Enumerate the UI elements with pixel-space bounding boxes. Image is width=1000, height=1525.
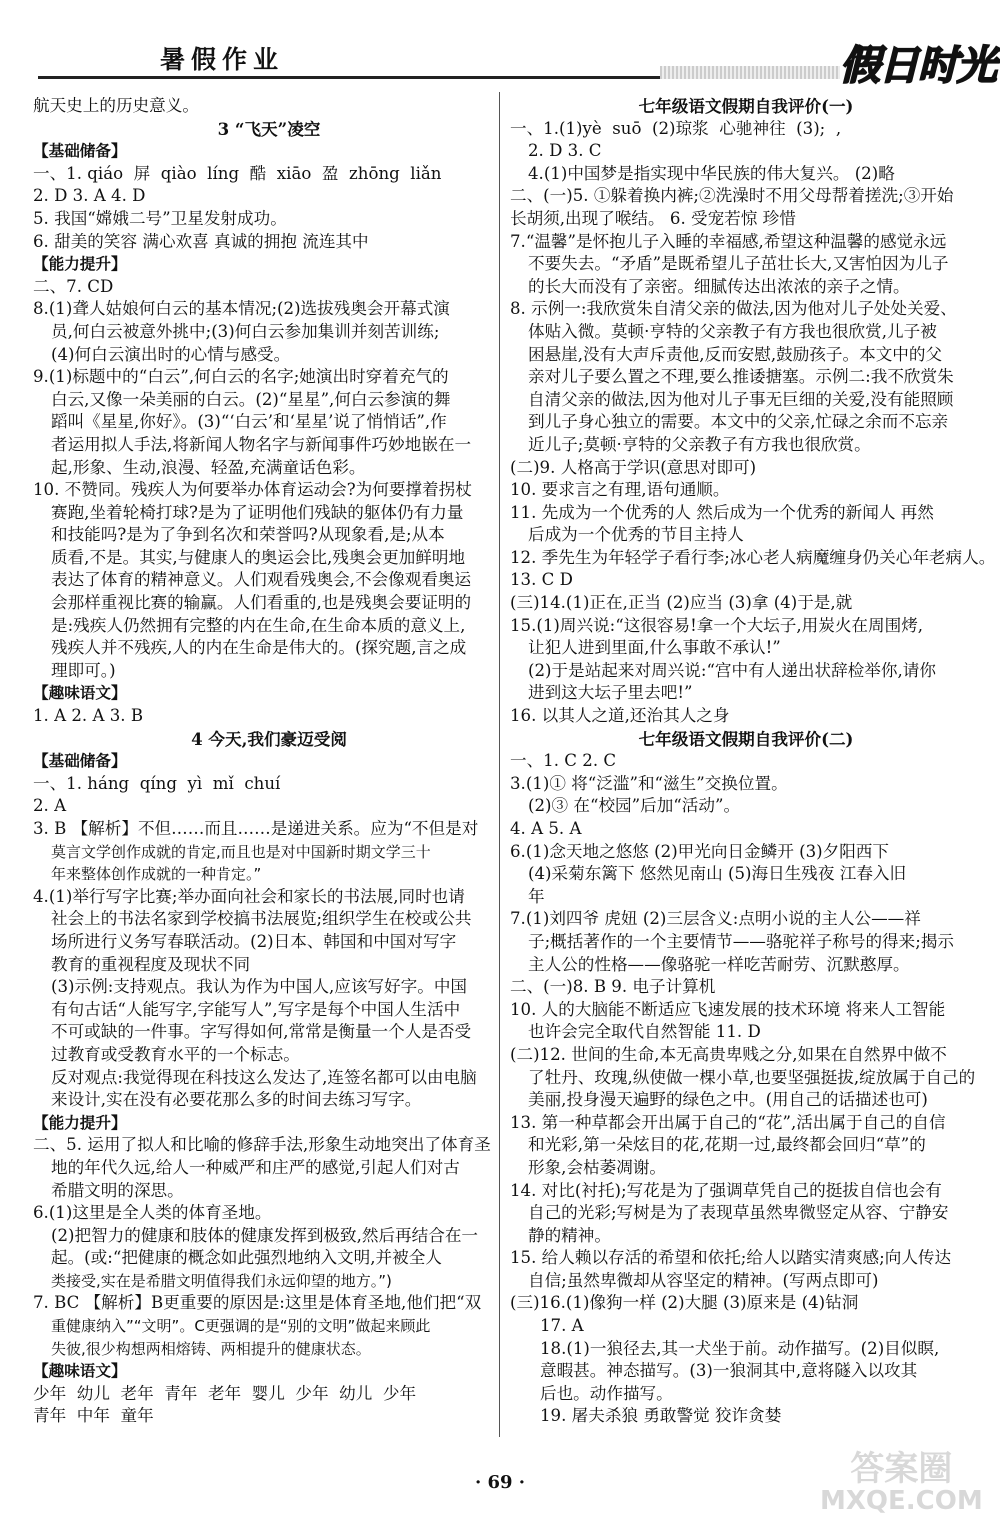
left-answer-line: 教育的重视程度及现状不同 [51, 954, 251, 974]
right-answer-line: 自己的光彩;写树是为了表现草虽然卑微竖定从容、宁静安 [528, 1203, 949, 1223]
right-answer-line: (二)12. 世间的生命,本无高贵卑贱之分,如果在自然界中做不 [510, 1044, 947, 1064]
right-answer-line: 6.(1)念天地之悠悠 (2)甲光向日金鳞开 (3)夕阳西下 [510, 841, 889, 861]
left-answer-line: 少年 幼儿 老年 青年 老年 婴儿 少年 幼儿 少年 [33, 1383, 417, 1403]
right-answer-line: (2)于是站起来对周兴说:“宫中有人递出状辞检举你,请你 [528, 660, 936, 680]
right-answer-line: 15. 给人赖以存活的希望和依托;给人以踏实清爽感;向人传达 [510, 1248, 952, 1268]
left-answer-line: 4.(1)举行写字比赛;举办面向社会和家长的书法展,同时也请 [33, 886, 465, 906]
left-answer-line: (2)把智力的健康和肢体的健康发挥到极致,然后再结合在一 [51, 1225, 479, 1245]
right-answer-line: 也许会完全取代自然智能 11. D [528, 1022, 761, 1042]
right-answer-line: 一、1.(1)yè suō (2)琼浆 心驰神往 (3); , [510, 118, 842, 138]
right-answer-line: 16. 以其人之道,还治其人之身 [510, 706, 730, 726]
right-answer-line: 13. 第一种草都会开出属于自己的“花”,活出属于自己的自信 [510, 1112, 946, 1132]
left-answer-line: 过教育或受教育水平的一个标志。 [51, 1044, 300, 1064]
left-answer-line: 5. 我国“嫦娥二号”卫星发射成功。 [33, 208, 287, 228]
right-answer-line: 主人公的性格——像骆驼一样吃苦耐劳、沉默憨厚。 [528, 954, 910, 974]
right-answer-line: 14. 对比(衬托);写花是为了强调草凭自己的挺拔自信也会有 [510, 1180, 942, 1200]
left-answer-line: 【基础储备】 [33, 752, 127, 771]
left-answer-line: 者运用拟人手法,将新闻人物名字与新闻事件巧妙地嵌在一 [51, 434, 472, 454]
left-answer-line: 会那样重视比赛的输赢。人们看重的,也是残奥会要证明的 [51, 593, 472, 613]
right-answer-line: 体贴入微。莫顿·亨特的父亲教子有方我也很欣赏,儿子被 [528, 321, 937, 341]
right-answer-line: 自清父亲的做法,因为他对儿子事无巨细的关爱,没有能照顾 [528, 389, 954, 409]
right-answer-line: 的长大而没有了亲密。细腻传达出浓浓的亲子之情。 [528, 276, 910, 296]
header-logo: 假日时光 [840, 43, 996, 89]
left-answer-line: 2. A [33, 796, 67, 816]
right-answer-line: 年 [528, 886, 545, 906]
right-answer-line: 17. A [540, 1316, 584, 1336]
left-answer-line: 6. 甜美的笑容 满心欢喜 真诚的拥抱 流连其中 [33, 231, 369, 251]
left-column [33, 95, 505, 1428]
right-answer-line: 自信;虽然卑微却从容坚定的精神。(写两点即可) [528, 1270, 879, 1290]
right-answer-line: (4)采菊东篱下 悠然见南山 (5)海日生残夜 江春入旧 [528, 864, 907, 884]
right-answer-line: 和光彩,第一朵炫目的花,花期一过,最终都会回归“草”的 [528, 1135, 926, 1155]
left-answer-line: 7. BC 【解析】B更重要的原因是:这里是体育圣地,他们把“双 [33, 1293, 482, 1313]
right-answer-line: 长胡须,出现了喉结。 6. 受宠若惊 珍惜 [510, 208, 796, 228]
left-answer-line: 赛跑,坐着轮椅打球?是为了证明他们残缺的躯体仍有力量 [51, 502, 464, 522]
right-answer-line: 二、(一)8. B 9. 电子计算机 [510, 977, 716, 997]
right-answer-line: 不要失去。“矛盾”是既希望儿子茁壮长大,又害怕因为儿子 [528, 254, 949, 274]
right-answer-line: 3.(1)① 将“泛滥”和“滋生”交换位置。 [510, 773, 788, 793]
left-answer-line: 白云,又像一朵美丽的白云。(2)“星星”,何白云参演的舞 [51, 389, 451, 409]
left-answer-line: 蹈叫《星星,你好》。(3)“‘白云’和‘星星’说了悄悄话”,作 [51, 412, 447, 432]
left-answer-line: 类接受,实在是希腊文明值得我们永远仰望的地方。”) [51, 1271, 392, 1290]
left-answer-line: 二、5. 运用了拟人和比喻的修辞手法,形象生动地突出了体育圣 [33, 1135, 491, 1155]
page-header [0, 0, 1000, 92]
left-answer-line: 9.(1)标题中的“白云”,何白云的名字;她演出时穿着充气的 [33, 367, 449, 387]
left-answer-line: 地的年代久远,给人一种威严和庄严的感觉,引起人们对古 [51, 1157, 460, 1177]
right-answer-line: 七年级语文假期自我评价(一) [638, 96, 854, 116]
left-answer-line: 表达了体育的精神意义。人们观看残奥会,不会像观看奥运 [51, 570, 472, 590]
left-answer-line: 来设计,实在没有必要花那么多的时间去练习写字。 [51, 1090, 422, 1110]
right-answer-line: 4.(1)中国梦是指实现中华民族的伟大复兴。 (2)略 [528, 163, 895, 183]
right-answer-line: 二、(一)5. ①躲着换内裤;②洗澡时不用父母帮着搓洗;③开始 [510, 186, 954, 206]
right-answer-line: 近儿子;莫顿·亨特的父亲教子有方我也很欣赏。 [528, 434, 871, 454]
left-answer-line: 一、1. háng qíng yì mǐ chuí [33, 773, 281, 793]
right-answer-line: 形象,会枯萎凋谢。 [528, 1157, 667, 1177]
left-answer-line: 【趣味语文】 [33, 684, 127, 703]
left-answer-line: 【基础储备】 [33, 142, 127, 161]
right-answer-line: 静的精神。 [528, 1225, 611, 1245]
right-answer-line: 8. 示例一:我欣赏朱自清父亲的做法,因为他对儿子处处关爱、 [510, 299, 957, 319]
left-answer-line: 4 今天,我们豪迈受阅 [191, 728, 347, 749]
left-answer-line: 场所进行义务写春联活动。(2)日本、韩国和中国对写字 [51, 931, 457, 951]
left-answer-line: 质看,不是。其实,与健康人的奥运会比,残奥会更加鲜明地 [51, 547, 466, 567]
right-answer-line: 13. C D [510, 570, 573, 590]
left-answer-line: 3 “飞天”凌空 [217, 118, 321, 139]
left-answer-line: 航天史上的历史意义。 [33, 96, 199, 115]
right-answer-line: 让犯人进到里面,什么事敢不承认!” [528, 638, 781, 658]
left-answer-line: (4)何白云演出时的心情与感受。 [51, 344, 291, 364]
left-answer-line: 失彼,很少构想两相熔铸、两相提升的健康状态。 [51, 1339, 371, 1358]
right-answer-line: 后成为一个优秀的节目主持人 [528, 525, 744, 545]
left-answer-line: 10. 不赞同。残疾人为何要举办体育运动会?为何要撑着拐杖 [33, 480, 472, 500]
left-answer-line: 社会上的书法名家到学校搞书法展览;组织学生在校或公共 [51, 909, 472, 929]
header-decor-bar [660, 66, 840, 79]
left-answer-line: 3. B 【解析】不但……而且……是递进关系。应为“不但是对 [33, 819, 479, 838]
right-answer-line: 意暇甚。神态描写。(3)一狼洞其中,意将隧入以攻其 [540, 1361, 918, 1381]
right-answer-line: 了牡丹、玫瑰,纵使做一棵小草,也要坚强挺拔,绽放属于自己的 [528, 1067, 976, 1087]
watermark-bottom: MXQE.COM [820, 1486, 983, 1516]
page-number: · 69 · [474, 1472, 526, 1493]
right-answer-line: 子;概括著作的一个主要情节——骆驼祥子称号的得来;揭示 [528, 931, 955, 951]
left-answer-line: 起。(或:“把健康的概念如此强烈地纳入文明,并被全人 [51, 1248, 442, 1268]
left-answer-line: 员,何白云被意外挑中;(3)何白云参加集训并刻苦训练; [51, 321, 440, 341]
right-answer-line: (三)14.(1)正在,正当 (2)应当 (3)拿 (4)于是,就 [510, 593, 853, 613]
left-answer-line: 有句古话“人能写字,字能写人”,写字是每个中国人生活中 [51, 999, 461, 1019]
left-answer-line: 年来整体创作成就的一种肯定。” [51, 865, 262, 884]
right-answer-line: (三)16.(1)像狗一样 (2)大腿 (3)原来是 (4)钻洞 [510, 1293, 859, 1313]
left-answer-line: 起,形象、生动,浪漫、轻盈,充满童话色彩。 [51, 457, 366, 477]
left-answer-line: 2. D 3. A 4. D [33, 186, 146, 206]
left-answer-line: 和技能吗?是为了争到名次和荣誉吗?从现象看,是;从本 [51, 525, 445, 545]
right-answer-line: 7.“温馨”是怀抱儿子入睡的幸福感,希望这种温馨的感觉永远 [510, 231, 947, 251]
left-answer-line: 【能力提升】 [33, 255, 127, 274]
right-answer-line: 七年级语文假期自我评价(二) [638, 728, 854, 749]
right-answer-line: 一、1. C 2. C [510, 751, 617, 771]
right-answer-line: 到儿子身心独立的需要。本文中的父亲,忙碌之余而不忘亲 [528, 412, 949, 432]
left-answer-line: 不可或缺的一件事。字写得如何,常常是衡量一个人是否受 [51, 1022, 472, 1042]
watermark-logo [820, 1449, 983, 1516]
left-answer-line: 残疾人并不残疾,人的内在生命是伟大的。(探究题,言之成 [51, 638, 467, 658]
right-answer-line: 后也。动作描写。 [540, 1383, 673, 1403]
right-answer-line: 美丽,投身漫天遍野的绿色之中。(用自己的话描述也可) [528, 1090, 928, 1110]
right-answer-line: (二)9. 人格高于学识(意思对即可) [510, 457, 757, 477]
header-title: 暑假作业 [160, 45, 285, 74]
right-answer-line: (2)③ 在“校园”后加“活动”。 [528, 796, 741, 816]
left-answer-line: 重健康纳入”“文明”。C更强调的是“别的文明”做起来顾此 [51, 1317, 431, 1336]
right-answer-line: 10. 人的大脑能不断适应飞速发展的技术环境 将来人工智能 [510, 999, 946, 1019]
left-answer-line: (3)示例:支持观点。我认为作为中国人,应该写好字。中国 [51, 977, 468, 997]
right-answer-line: 亲对儿子要么置之不理,要么推诿搪塞。示例二:我不欣赏朱 [528, 367, 954, 387]
right-answer-line: 7.(1)刘四爷 虎妞 (2)三层含义:点明小说的主人公——祥 [510, 909, 921, 929]
right-answer-line: 11. 先成为一个优秀的人 然后成为一个优秀的新闻人 再然 [510, 502, 934, 522]
left-answer-line: 一、1. qiáo 屏 qiào líng 酷 xiāo 盈 zhōng liǎn [33, 163, 442, 183]
left-answer-line: 8.(1)聋人姑娘何白云的基本情况;(2)选拔残奥会开幕式演 [33, 299, 450, 319]
right-answer-line: 2. D 3. C [528, 141, 602, 161]
left-answer-line: 反对观点:我觉得现在科技这么发达了,连签名都可以由电脑 [51, 1067, 477, 1087]
left-answer-line: 【趣味语文】 [33, 1362, 127, 1381]
left-answer-line: 希腊文明的深思。 [51, 1180, 184, 1200]
right-answer-line: 困悬崖,没有大声斥责他,反而安慰,鼓励孩子。本文中的父 [528, 344, 943, 364]
left-answer-line: 6.(1)这里是全人类的体育圣地。 [33, 1203, 272, 1223]
right-answer-line: 18.(1)一狼径去,其一犬坐于前。动作描写。(2)目似瞑, [540, 1338, 940, 1358]
left-answer-line: 【能力提升】 [33, 1113, 127, 1132]
right-answer-line: 12. 季先生为年轻学子看行李;冰心老人病魔缠身仍关心年老病人。 [510, 547, 996, 567]
right-answer-line: 4. A 5. A [510, 819, 582, 838]
left-answer-line: 莫言文学创作成就的肯定,而且也是对中国新时期文学三十 [51, 842, 431, 861]
right-answer-line: 进到这大坛子里去吧!” [528, 683, 693, 703]
right-column [510, 95, 996, 1428]
left-answer-line: 理即可。) [51, 660, 116, 680]
watermark-top: 答案圈 [850, 1449, 953, 1489]
right-answer-line: 19. 屠夫杀狼 勇敢警觉 狡诈贪婪 [540, 1406, 782, 1426]
left-answer-line: 青年 中年 童年 [33, 1406, 154, 1426]
right-answer-line: 10. 要求言之有理,语句通顺。 [510, 480, 730, 500]
left-answer-line: 二、7. CD [33, 276, 114, 296]
left-answer-line: 1. A 2. A 3. B [33, 706, 144, 726]
left-answer-line: 是:残疾人仍然拥有完整的内在生命,在生命本质的意义上, [51, 615, 466, 635]
right-answer-line: 15.(1)周兴说:“这很容易!拿一个大坛子,用炭火在周围烤, [510, 615, 924, 635]
